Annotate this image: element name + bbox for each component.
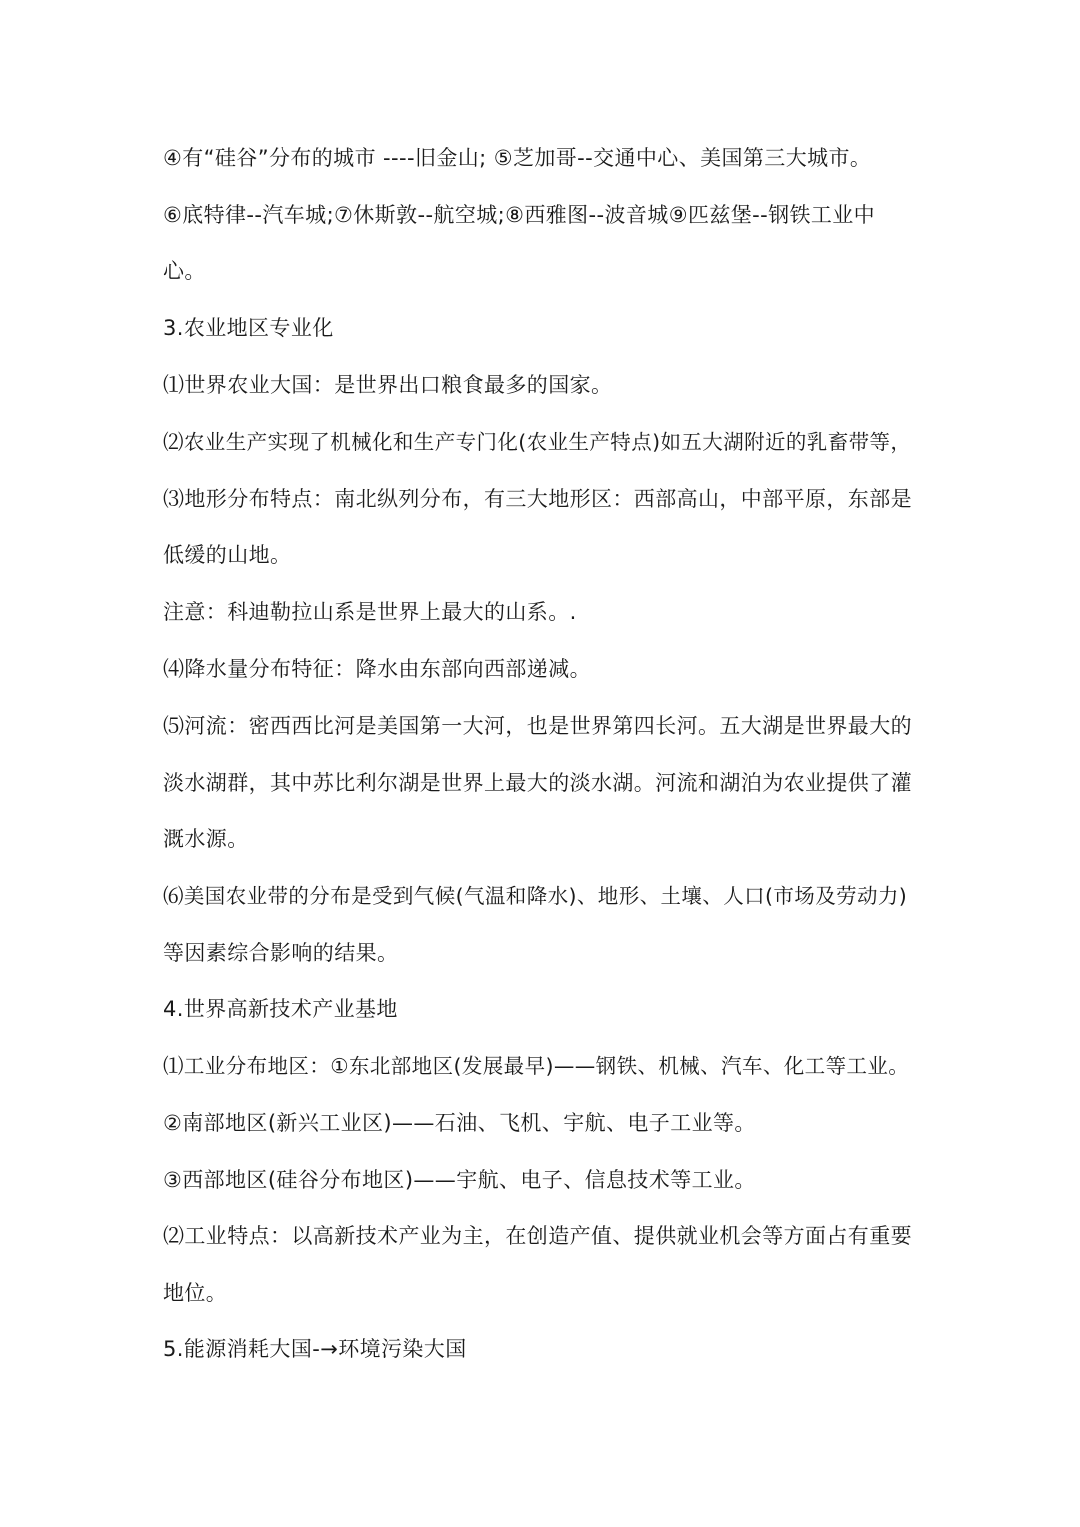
- text-line-industry-features: ⑵工业特点：以高新技术产业为主，在创造产值、提供就业机会等方面占有重要: [163, 1224, 912, 1248]
- text-line-terrain: ⑶地形分布特点：南北纵列分布，有三大地形区：西部高山，中部平原，东部是: [163, 487, 912, 511]
- text-line-cities: ⑥底特律--汽车城;⑦休斯敦--航空城;⑧西雅图--波音城⑨匹兹堡--钢铁工业中: [163, 203, 876, 227]
- section-heading-hightech: 4.世界高新技术产业基地: [163, 997, 398, 1021]
- text-line-industry-1: ⑴工业分布地区：①东北部地区(发展最早)——钢铁、机械、汽车、化工等工业。: [163, 1054, 910, 1078]
- text-line-agri-belts: ⑹美国农业带的分布是受到气候(气温和降水)、地形、土壤、人口(市场及劳动力): [163, 884, 908, 908]
- text-line-rivers-2: 淡水湖群，其中苏比利尔湖是世界上最大的淡水湖。河流和湖泊为农业提供了灌: [163, 771, 912, 795]
- text-line-industry-3: ③西部地区(硅谷分布地区)——宇航、电子、信息技术等工业。: [163, 1168, 756, 1192]
- text-line-note: 注意：科迪勒拉山系是世界上最大的山系。.: [163, 600, 577, 624]
- text-line-terrain-end: 低缓的山地。: [163, 543, 292, 567]
- text-line-precipitation: ⑷降水量分布特征：降水由东部向西部递减。: [163, 657, 591, 681]
- section-heading-agriculture: 3.农业地区专业化: [163, 316, 334, 340]
- text-line-agri-belts-end: 等因素综合影响的结果。: [163, 941, 399, 965]
- text-line-industry-features-end: 地位。: [163, 1281, 228, 1305]
- section-heading-energy: 5.能源消耗大国-→环境污染大国: [163, 1337, 467, 1361]
- text-line-industry-2: ②南部地区(新兴工业区)——石油、飞机、宇航、电子工业等。: [163, 1111, 756, 1135]
- text-line-rivers: ⑸河流：密西西比河是美国第一大河，也是世界第四长河。五大湖是世界最大的: [163, 714, 912, 738]
- text-line-rivers-end: 溉水源。: [163, 827, 249, 851]
- text-line-agri-1: ⑴世界农业大国：是世界出口粮食最多的国家。: [163, 373, 613, 397]
- text-line-silicon-valley: ④有“硅谷”分布的城市 ----旧金山; ⑤芝加哥--交通中心、美国第三大城市。: [163, 146, 872, 170]
- text-line-cities-end: 心。: [163, 259, 206, 283]
- text-line-agri-2: ⑵农业生产实现了机械化和生产专门化(农业生产特点)如五大湖附近的乳畜带等，: [163, 430, 912, 454]
